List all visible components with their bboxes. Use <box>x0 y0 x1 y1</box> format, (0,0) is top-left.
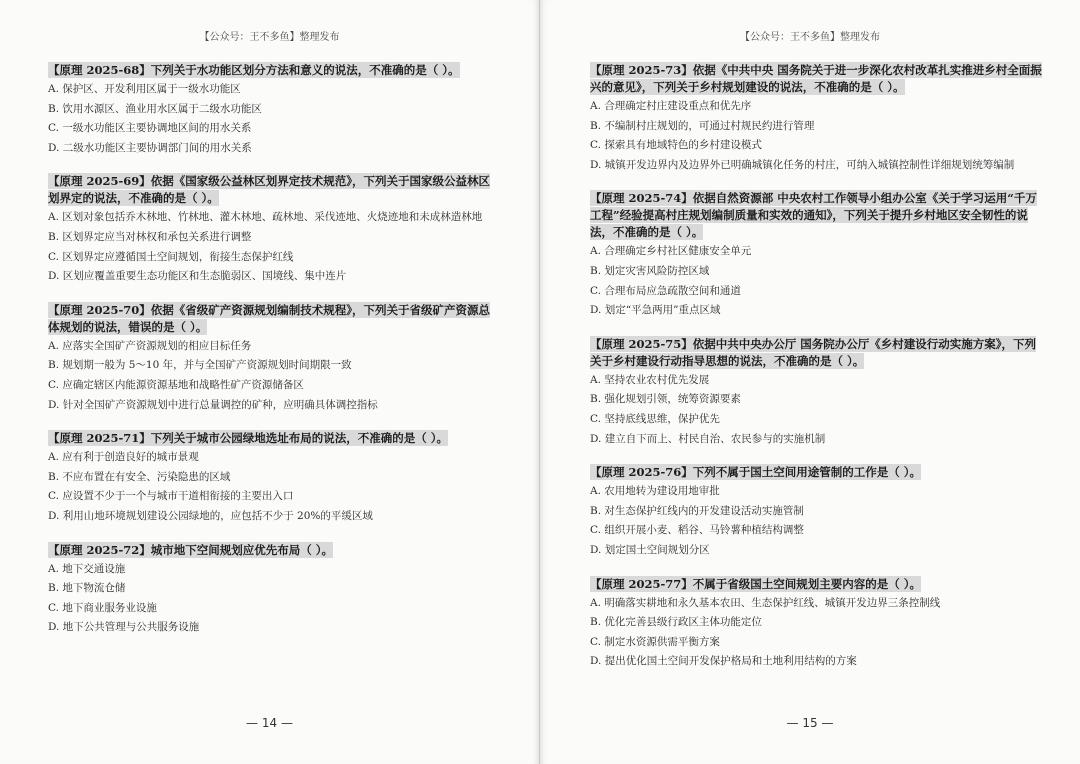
question-stem <box>48 302 499 336</box>
answer-option: B. 划定灾害风险防控区域 <box>590 264 710 277</box>
answer-option: A. 合理确定村庄建设重点和优先序 <box>590 100 752 112</box>
question-stem-text: 【原理 2025-69】依据《国家级公益林区划界定技术规范》，下列关于国家级公益林区划界定的说法，不准确的是（ ）。 <box>48 174 491 206</box>
question-stem-text: 【原理 2025-73】依据《中共中央 国务院关于进一步深化农村改革扎实推进乡村全面振兴的意见》，下列关于乡村规划建设的说法，不准确的是（ ）。 <box>590 63 1042 94</box>
question-block <box>590 62 1042 175</box>
answer-option: A. 合理确定乡村社区健康安全单元 <box>590 245 752 258</box>
page-right <box>540 0 1080 764</box>
question-block <box>48 173 499 286</box>
answer-option: B. 区划界定应当对林权和承包关系进行调整 <box>48 230 252 243</box>
question-stem <box>48 62 499 79</box>
answer-option: C. 坚持底线思维，保护优先 <box>590 412 720 425</box>
question-block <box>48 302 499 415</box>
question-stem <box>48 173 499 207</box>
question-stem-text: 【原理 2025-77】不属于省级国土空间规划主要内容的是（ ）。 <box>590 576 922 591</box>
answer-option: C. 探索具有地域特色的乡村建设模式 <box>590 139 762 152</box>
running-header: 【公众号：王不多鱼】整理发布 <box>199 32 340 43</box>
answer-option: B. 规划期一般为 5～10 年，并与全国矿产资源规划时间期限一致 <box>48 359 352 372</box>
question-block <box>590 464 1042 560</box>
answer-option: D. 二级水功能区主要协调部门间的用水关系 <box>48 141 252 154</box>
answer-option: C. 组织开展小麦、稻谷、马铃薯种植结构调整 <box>590 524 804 537</box>
page-number: — 15 — <box>786 716 834 730</box>
answer-option: A. 保护区、开发利用区属于一级水功能区 <box>48 83 241 95</box>
question-block <box>590 190 1042 320</box>
question-stem <box>48 430 499 447</box>
answer-option: D. 城镇开发边界内及边界外已明确城镇化任务的村庄，可纳入城镇控制性详细规划统筹编制 <box>590 158 1015 171</box>
question-stem-text: 【原理 2025-72】城市地下空间规划应优先布局（ ）。 <box>48 542 334 557</box>
question-stem <box>590 62 1042 96</box>
question-stem <box>48 542 499 559</box>
running-header: 【公众号：王不多鱼】整理发布 <box>740 32 880 43</box>
answer-option: D. 划定国土空间规划分区 <box>590 543 710 556</box>
answer-option: A. 应落实全国矿产资源规划的相应目标任务 <box>48 339 252 352</box>
answer-option: C. 区划界定应遵循国土空间规划，衔接生态保护红线 <box>48 250 294 263</box>
answer-option: B. 对生态保护红线内的开发建设活动实施管制 <box>590 504 804 517</box>
answer-option: D. 划定“平急两用”重点区域 <box>590 304 721 317</box>
answer-option: C. 地下商业服务业设施 <box>48 601 157 614</box>
question-block <box>590 336 1042 449</box>
question-block <box>590 576 1042 672</box>
answer-option: B. 地下物流仓储 <box>48 582 126 595</box>
answer-option: D. 地下公共管理与公共服务设施 <box>48 621 200 634</box>
answer-option: B. 不应布置在有安全、污染隐患的区域 <box>48 470 231 483</box>
answer-option: C. 制定水资源供需平衡方案 <box>590 635 720 648</box>
answer-option: C. 合理布局应急疏散空间和通道 <box>590 284 741 297</box>
page-content <box>48 62 499 653</box>
answer-option: B. 不编制村庄规划的，可通过村规民约进行管理 <box>590 119 815 132</box>
question-block <box>48 542 499 638</box>
answer-option: C. 一级水功能区主要协调地区间的用水关系 <box>48 122 252 135</box>
answer-option: D. 提出优化国土空间开发保护格局和土地利用结构的方案 <box>590 655 857 668</box>
answer-option: D. 针对全国矿产资源规划中进行总量调控的矿种，应明确具体调控指标 <box>48 398 378 411</box>
question-stem <box>590 464 1042 481</box>
answer-option: D. 建立自下而上、村民自治、农民参与的实施机制 <box>590 432 826 445</box>
answer-option: A. 区划对象包括乔木林地、竹林地、灌木林地、疏林地、采伐迹地、火烧迹地和未成林造林地 <box>48 211 483 224</box>
answer-option: A. 明确落实耕地和永久基本农田、生态保护红线、城镇开发边界三条控制线 <box>590 596 941 609</box>
page-number: — 14 — <box>246 716 293 730</box>
question-stem-text: 【原理 2025-71】下列关于城市公园绿地选址布局的说法，不准确的是（ ）。 <box>48 431 449 446</box>
answer-option: A. 坚持农业农村优先发展 <box>590 373 710 386</box>
answer-option: D. 区划应覆盖重要生态功能区和生态脆弱区、国境线、集中连片 <box>48 270 347 283</box>
page-content <box>590 62 1042 687</box>
answer-option: B. 优化完善县级行政区主体功能定位 <box>590 616 762 629</box>
question-stem-text: 【原理 2025-76】下列不属于国土空间用途管制的工作是（ ）。 <box>590 465 922 480</box>
question-stem-text: 【原理 2025-75】依据中共中央办公厅 国务院办公厅《乡村建设行动实施方案》，下列关于乡村建设行动指导思想的说法，不准确的是（ ）。 <box>590 336 1037 368</box>
question-stem-text: 【原理 2025-74】依据自然资源部 中央农村工作领导小组办公室《关于学习运用“千万工程”经验提高村庄规划编制质量和实效的通知》，下列关于提升乡村地区安全韧性的说法，不准确的是（ ）。 <box>590 191 1037 240</box>
answer-option: A. 农用地转为建设用地审批 <box>590 485 720 498</box>
answer-option: C. 应确定辖区内能源资源基地和战略性矿产资源储备区 <box>48 378 304 391</box>
question-stem <box>590 576 1042 593</box>
question-block <box>48 62 499 158</box>
question-stem-text: 【原理 2025-68】下列关于水功能区划分方法和意义的说法，不准确的是（ ）。 <box>48 63 460 77</box>
answer-option: B. 饮用水源区、渔业用水区属于二级水功能区 <box>48 102 262 115</box>
answer-option: A. 地下交通设施 <box>48 562 126 575</box>
question-block <box>48 430 499 526</box>
question-stem <box>590 190 1042 241</box>
answer-option: D. 利用山地环境规划建设公园绿地的，应包括不少于 20%的平缓区域 <box>48 509 373 522</box>
question-stem <box>590 336 1042 370</box>
answer-option: A. 应有利于创造良好的城市景观 <box>48 451 199 464</box>
question-stem-text: 【原理 2025-70】依据《省级矿产资源规划编制技术规程》，下列关于省级矿产资源总体规划的说法，错误的是（ ）。 <box>48 302 491 334</box>
answer-option: B. 强化规划引领，统筹资源要素 <box>590 393 741 406</box>
answer-option: C. 应设置不少于一个与城市干道相衔接的主要出入口 <box>48 490 294 503</box>
